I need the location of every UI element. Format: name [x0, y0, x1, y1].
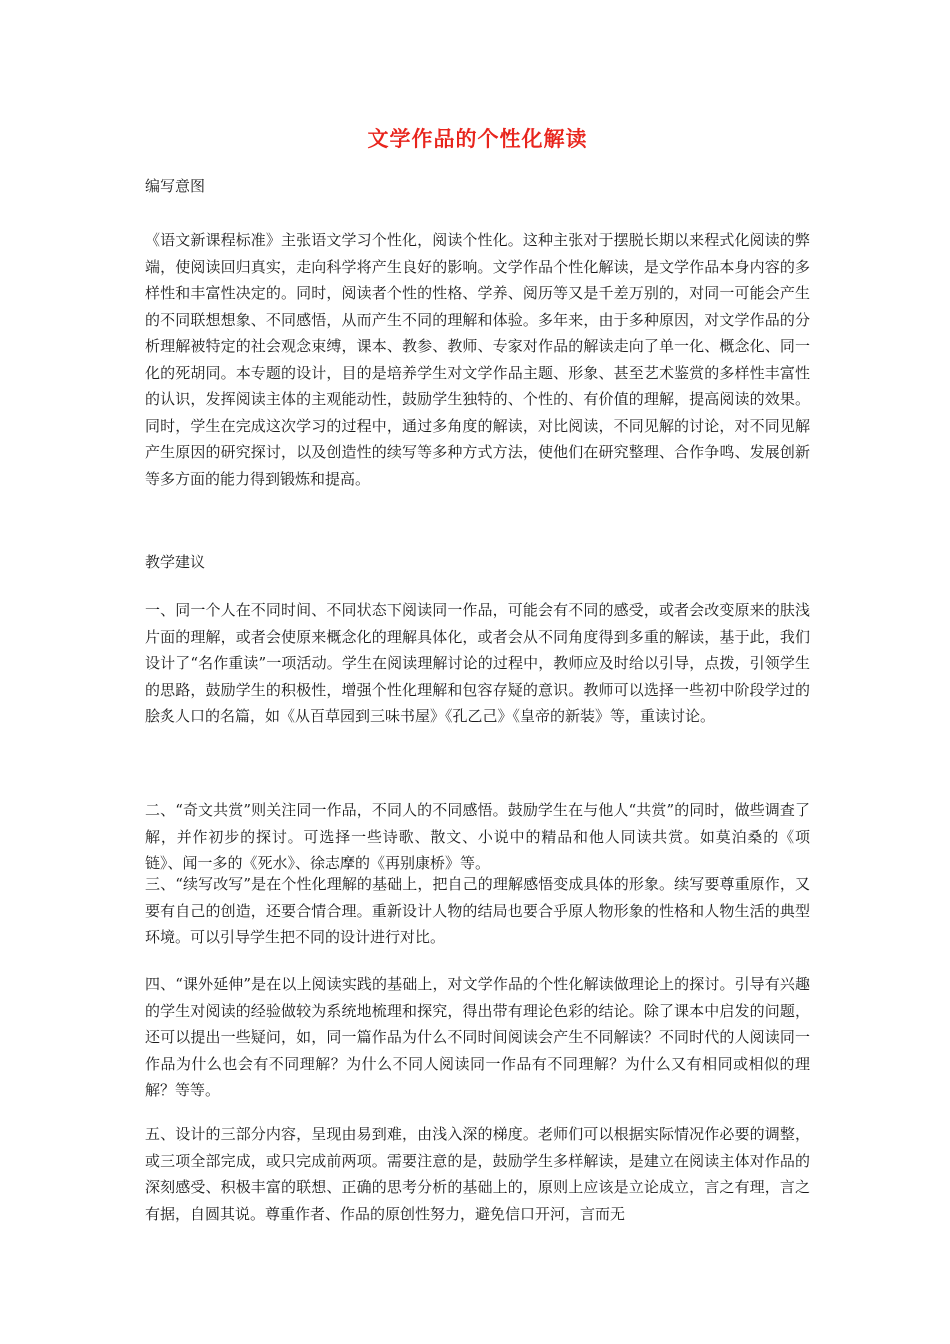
section-heading-suggestions: 教学建议: [145, 553, 206, 571]
paragraph-suggestion-1: 一、同一个人在不同时间、不同状态下阅读同一作品，可能会有不同的感受，或者会改变原来的肤浅片面的理解，或者会使原来概念化的理解具体化，或者会从不同角度得到多重的解读，基于此，我们设计了“名作重读”一项活动。学生在阅读理解讨论的过程中，教师应及时给以引导，点拨，引领学生的思路，鼓励学生的积极性，增强个性化理解和包容存疑的意识。教师可以选择一些初中阶段学过的脍炙人口的名篇，如《从百草园到三味书屋》《孔乙己》《皇帝的新装》等，重读讨论。: [145, 601, 810, 725]
document-title: 文学作品的个性化解读: [367, 127, 588, 151]
paragraph-suggestion-3: 三、“续写改写”是在个性化理解的基础上，把自己的理解感悟变成具体的形象。续写要尊重原作，又要有自己的创造，还要合情合理。重新设计人物的结局也要合乎原人物形象的性格和人物生活的典型环境。可以引导学生把不同的设计进行对比。: [145, 875, 810, 946]
paragraph-suggestion-5: 五、设计的三部分内容，呈现由易到难，由浅入深的梯度。老师们可以根据实际情况作必要的调整，或三项全部完成，或只完成前两项。需要注意的是，鼓励学生多样解读，是建立在阅读主体对作品的深刻感受、积极丰富的联想、正确的思考分析的基础上的，原则上应该是立论成立，言之有理，言之有据，自圆其说。尊重作者、作品的原创性努力，避免信口开河，言而无: [145, 1125, 810, 1223]
paragraph-intent: 《语文新课程标准》主张语文学习个性化，阅读个性化。这种主张对于摆脱长期以来程式化阅读的弊端，使阅读回归真实，走向科学将产生良好的影响。文学作品个性化解读，是文学作品本身内容的多样性和丰富性决定的。同时，阅读者个性的性格、学养、阅历等又是千差万别的，对同一可能会产生的不同联想想象、不同感悟，从而产生不同的理解和体验。多年来，由于多种原因，对文学作品的分析理解被特定的社会观念束缚，课本、教参、教师、专家对作品的解读走向了单一化、概念化、同一化的死胡同。本专题的设计，目的是培养学生对文学作品主题、形象、甚至艺术鉴赏的多样性丰富性的认识，发挥阅读主体的主观能动性，鼓励学生独特的、个性的、有价值的理解，提高阅读的效果。同时，学生在完成这次学习的过程中，通过多角度的解读，对比阅读，不同见解的讨论，对不同见解产生原因的研究探讨，以及创造性的续写等多种方式方法，使他们在研究整理、合作争鸣、发展创新等多方面的能力得到锻炼和提高。: [145, 231, 810, 488]
paragraph-suggestion-4: 四、“课外延伸”是在以上阅读实践的基础上，对文学作品的个性化解读做理论上的探讨。引导有兴趣的学生对阅读的经验做较为系统地梳理和探究，得出带有理论色彩的结论。除了课本中启发的问题，还可以提出一些疑问，如，同一篇作品为什么不同时间阅读会产生不同解读？不同时代的人阅读同一作品为什么也会有不同理解？为什么不同人阅读同一作品有不同理解？为什么又有相同或相似的理解？等等。: [145, 975, 810, 1099]
section-heading-intent: 编写意图: [145, 177, 206, 195]
paragraph-suggestion-2: 二、“奇文共赏”则关注同一作品，不同人的不同感悟。鼓励学生在与他人“共赏”的同时，做些调查了解，并作初步的探讨。可选择一些诗歌、散文、小说中的精品和他人同读共赏。如莫泊桑的《项链》、闻一多的《死水》、徐志摩的《再别康桥》等。: [145, 801, 810, 872]
